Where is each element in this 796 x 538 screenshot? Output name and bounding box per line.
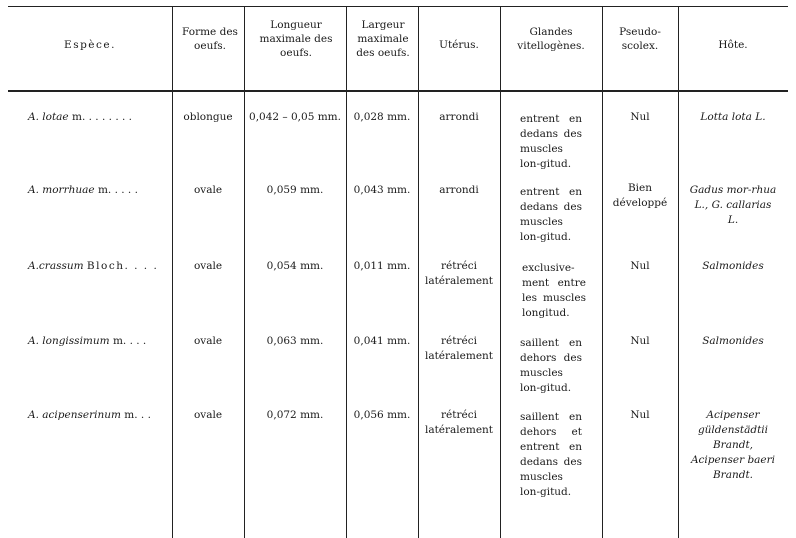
table-row-glandes: saillent en dehors et entrent en dedans des muscles lon-gitud. [520,411,582,498]
table-row-uterus: rétréci latéralement [424,335,494,362]
header-rule [8,90,788,92]
table-row-longueur: 0,063 mm. [266,335,324,347]
table-row-glandes: saillent en dehors des muscles lon-gitud. [520,337,582,394]
header-pseudoscolex: Pseudo-scolex. [619,26,661,52]
column-divider [244,6,245,538]
table-row-largeur: 0,056 mm. [353,409,411,421]
column-divider [500,6,501,538]
table-row-pseudoscolex: Nul [630,335,650,347]
table-row-uterus: rétréci latéralement [424,409,494,436]
table-row-pseudoscolex: Nul [630,260,650,272]
table-row-uterus: rétréci latéralement [424,260,494,287]
table-row-longueur: 0,054 mm. [266,260,324,272]
table-row-largeur: 0,028 mm. [353,111,411,123]
header-espece: Espèce. [64,39,116,51]
table-row-forme: ovale [193,409,223,421]
header-uterus: Utérus. [439,39,479,51]
table-row-uterus: arrondi [439,184,479,196]
header-glandes: Glandes vitellogènes. [517,26,585,52]
table-row-hote: Acipenser güldenstädtii Brandt, Acipenser baeri Brandt. [690,409,776,481]
column-divider [346,6,347,538]
header-largeur: Largeur maximale des oeufs. [356,19,410,59]
table-row-largeur: 0,041 mm. [353,335,411,347]
table-row-largeur: 0,043 mm. [353,184,411,196]
header-forme: Forme des oeufs. [182,26,238,52]
header-hote: Hôte. [718,39,748,51]
table-row-longueur: 0,042 – 0,05 mm. [249,111,341,123]
column-divider [678,6,679,538]
table-row-hote: Salmonides [702,260,764,272]
table-row-forme: ovale [193,335,223,347]
top-rule [8,6,788,7]
table-row-longueur: 0,072 mm. [266,409,324,421]
table-row-glandes: exclusive-ment entre les muscles longitud. [522,262,586,319]
header-longueur: Longueur maximale des oeufs. [259,19,333,59]
table-row-glandes: entrent en dedans des muscles lon-gitud. [520,113,582,170]
table-row-species: A. lotae m. . . . . . . . [28,111,133,123]
table-row-forme: ovale [193,260,223,272]
table-row-pseudoscolex: Nul [630,111,650,123]
table-row-species: A. longissimum m. . . . [28,335,147,347]
table-row-uterus: arrondi [439,111,479,123]
table-row-hote: Gadus mor-rhua L., G. callarias L. [689,184,777,226]
table-row-forme: ovale [193,184,223,196]
table-row-pseudoscolex: Nul [630,409,650,421]
table-row-pseudoscolex: Bien développé [612,182,668,209]
column-divider [172,6,173,538]
table-row-largeur: 0,011 mm. [353,260,411,272]
table-row-hote: Salmonides [702,335,764,347]
table-row-hote: Lotta lota L. [700,111,766,123]
column-divider [602,6,603,538]
table-row-forme: oblongue [183,111,233,123]
table-row-species: A. morrhuae m. . . . . [28,184,138,196]
table-row-species: A. acipenserinum m. . . [28,409,151,421]
table-row-glandes: entrent en dedans des muscles lon-gitud. [520,186,582,243]
table-row-longueur: 0,059 mm. [266,184,324,196]
table-row-species: A.crassum Bloch. . . . [28,260,159,272]
column-divider [418,6,419,538]
